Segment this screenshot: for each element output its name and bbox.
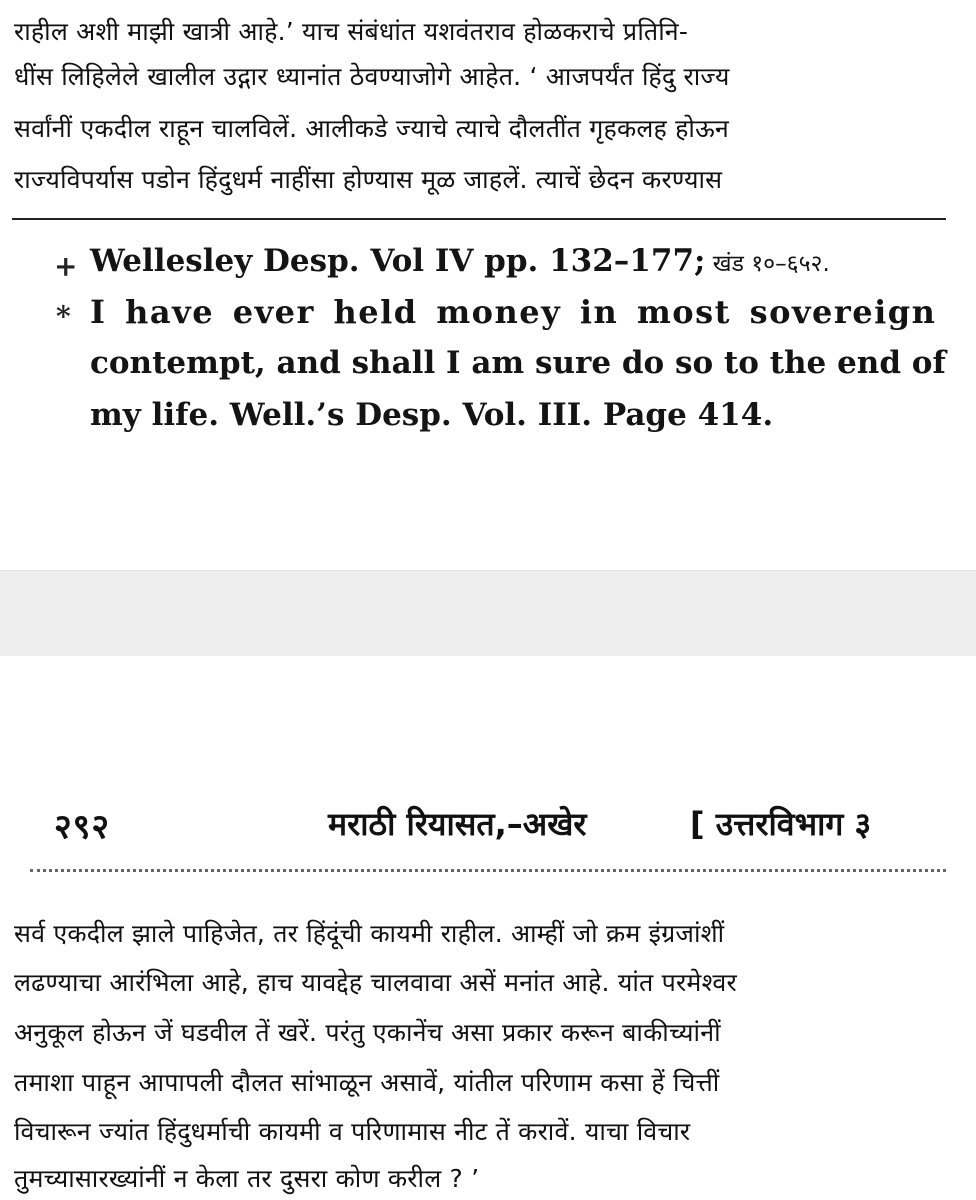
page-separator bbox=[0, 570, 976, 658]
footnote-2-line-2: contempt, and shall I am sure do so to the end of bbox=[90, 345, 946, 381]
page-line-2: लढण्याचा आरंभिला आहे, हाच यावद्देह चालवावा असें मनांत आहे. यांत परमेश्वर bbox=[14, 968, 737, 997]
running-title: मराठी रियासत,–अखेर bbox=[328, 805, 587, 843]
top-page bbox=[0, 0, 976, 570]
body-line-2: धींस लिहिलेले खालील उद्गार ध्यानांत ठेवण्याजोगे आहेत. ‘ आजपर्यंत हिंदु राज्य bbox=[14, 62, 730, 91]
footnote-mark-star: * bbox=[56, 300, 71, 333]
page-line-5: विचारून ज्यांत हिंदुधर्माची कायमी व परिणामास नीट तें करावें. याचा विचार bbox=[14, 1117, 691, 1146]
footnote-2-line-3: my life. Well.’s Desp. Vol. III. Page 414. bbox=[90, 397, 774, 433]
bottom-page bbox=[0, 656, 976, 1200]
footnote-1-english: Wellesley Desp. Vol IV pp. 132–177; bbox=[90, 243, 706, 279]
body-line-1: राहील अशी माझी खात्री आहे.’ याच संबंधांत यशवंतराव होळकराचे प्रतिनि- bbox=[14, 17, 689, 46]
header-rule bbox=[30, 869, 946, 872]
footnote-mark-plus: + bbox=[54, 250, 78, 283]
footnote-1-marathi: खंड १०–६५२. bbox=[705, 251, 830, 277]
body-line-3: सर्वांनीं एकदील राहून चालविलें. आलीकडे ज्याचे त्याचे दौलतींत गृहकलह होऊन bbox=[14, 114, 729, 143]
footnote-divider bbox=[12, 218, 946, 220]
footnote-2-line-1: I have ever held money in most sovereign bbox=[90, 293, 937, 331]
footnote-1 bbox=[90, 243, 830, 279]
page-number: २९२ bbox=[54, 807, 111, 847]
page-line-3: अनुकूल होऊन जें घडवील तें खरें. परंतु एकानेंच असा प्रकार करून बाकीच्यांनीं bbox=[14, 1018, 721, 1047]
page-line-1: सर्व एकदील झाले पाहिजेत, तर हिंदूंची कायमी राहील. आम्हीं जो क्रम इंग्रजांशीं bbox=[14, 919, 725, 948]
page-line-4: तमाशा पाहून आपापली दौलत सांभाळून असावें, यांतील परिणाम कसा हें चित्तीं bbox=[14, 1068, 720, 1097]
body-line-4: राज्यविपर्यास पडोन हिंदुधर्म नाहींसा होण्यास मूळ जाहलें. त्याचें छेदन करण्यास bbox=[14, 165, 723, 194]
section-label: [ उत्तरविभाग ३ bbox=[690, 805, 872, 843]
page-line-6: तुमच्यासारख्यांनीं न केला तर दुसरा कोण करील ? ’ bbox=[14, 1164, 480, 1193]
